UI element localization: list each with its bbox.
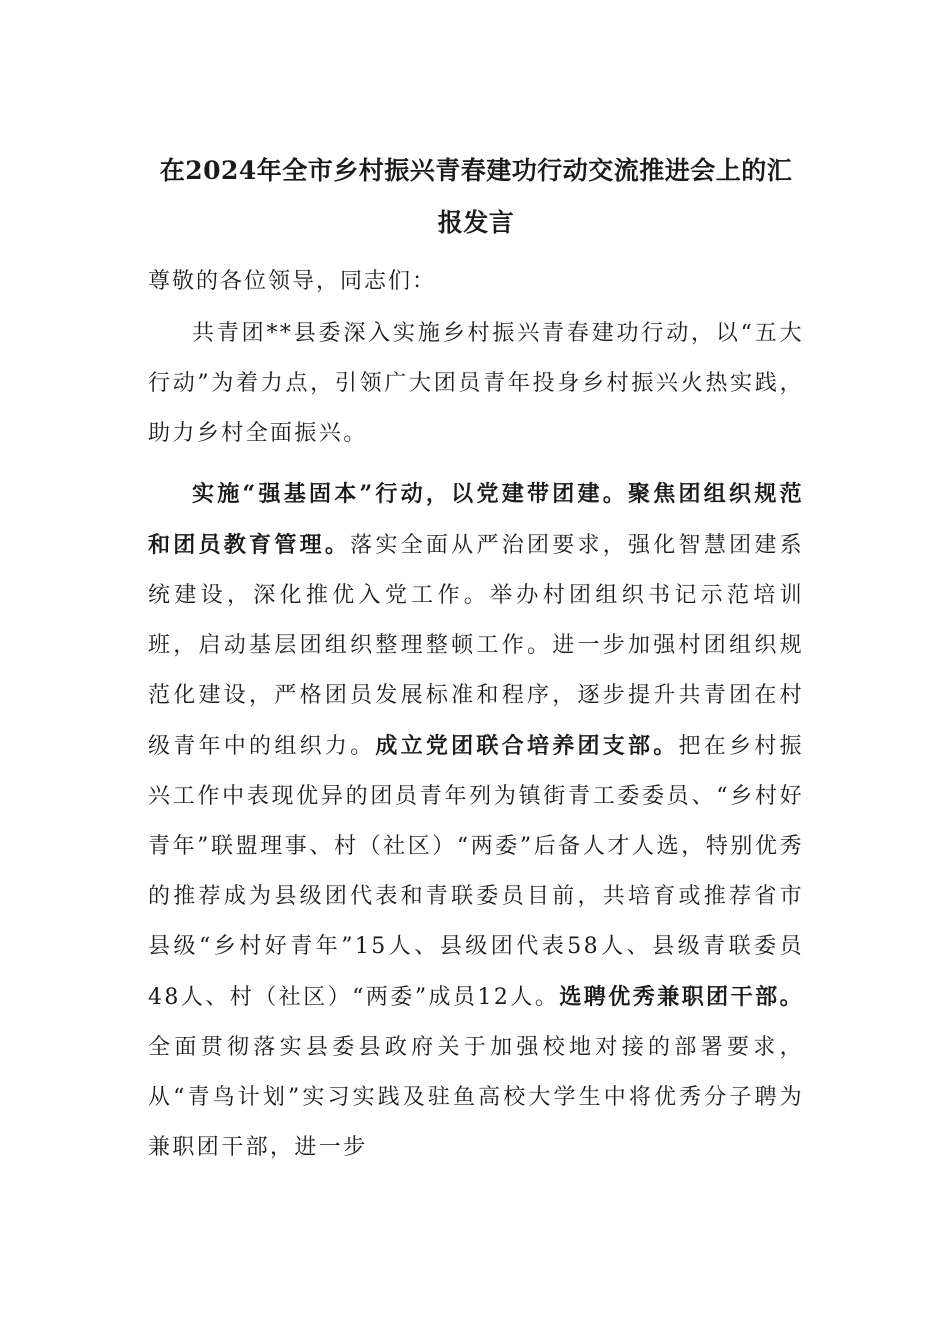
section-paragraph bbox=[148, 469, 804, 1173]
subsection-text-2: 把在乡村振兴工作中表现优异的团员青年列为镇街青工委委员、“乡村好青年”联盟理事、村（社区）“两委”后备人才人选，特别优秀的推荐成为县级团代表和青联委员目前，共培育或推荐省市县级“乡村好青年”15人、县级团代表58人、县级青联委员48人、村（社区）“两委”成员12人。 bbox=[148, 734, 804, 1010]
subsection-text-1: 落实全面从严治团要求，强化智慧团建系统建设，深化推优入党工作。举办村团组织书记示范培训班，启动基层团组织整理整顿工作。进一步加强村团组织规范化建设，严格团员发展标准和程序，逐步提升共青团在村级青年中的组织力。 bbox=[148, 533, 805, 759]
subsection-heading-1: 聚焦团组织规范和团员教育管理。 bbox=[148, 481, 804, 558]
document-title: 在2024年全市乡村振兴青春建功行动交流推进会上的汇报发言 bbox=[159, 156, 793, 237]
subsection-heading-3: 选聘优秀兼职团干部。 bbox=[559, 984, 804, 1010]
document-page bbox=[148, 145, 804, 1173]
subsection-text-3: 全面贯彻落实县委县政府关于加强校地对接的部署要求，从“青鸟计划”实习实践及驻鱼高校大学生中将优秀分子聘为兼职团干部，进一步 bbox=[148, 1035, 804, 1160]
salutation: 尊敬的各位领导，同志们： bbox=[148, 269, 437, 294]
section-heading: 实施“强基固本”行动，以党建带团建。 bbox=[192, 481, 629, 507]
intro-paragraph: 共青团**县委深入实施乡村振兴青春建功行动，以“五大行动”为着力点，引领广大团员青年投身乡村振兴火热实践，助力乡村全面振兴。 bbox=[148, 321, 804, 446]
subsection-heading-2: 成立党团联合培养团支部。 bbox=[375, 733, 679, 759]
